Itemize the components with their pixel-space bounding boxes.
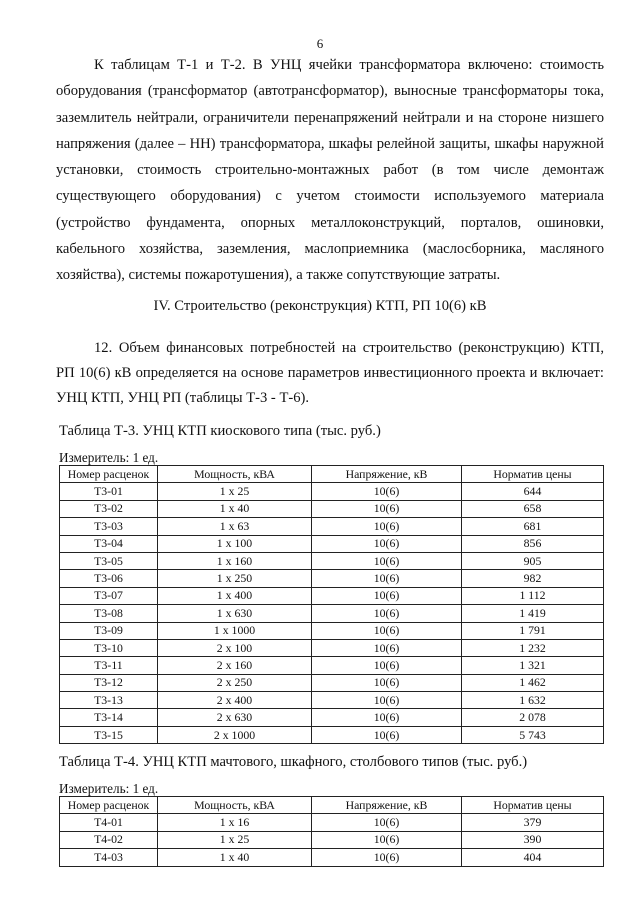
table-row (60, 518, 604, 535)
table-cell: 1 x 40 (158, 849, 312, 866)
section-heading: IV. Строительство (реконструкция) КТП, РП 10(6) кВ (153, 298, 487, 314)
table-cell: 1 x 16 (158, 814, 312, 831)
table-row (60, 831, 604, 848)
table-cell: Т4-03 (60, 849, 158, 866)
table-cell: 1 791 (462, 622, 604, 639)
table-cell: 1 x 100 (158, 535, 312, 552)
table-cell: 10(6) (312, 849, 462, 866)
table-cell: 10(6) (312, 709, 462, 726)
table-row (60, 709, 604, 726)
table-cell: 982 (462, 570, 604, 587)
table-cell: 10(6) (312, 535, 462, 552)
table-t3-measure: Измеритель: 1 ед. (59, 450, 159, 465)
table-cell: 1 x 400 (158, 587, 312, 604)
table-cell: Т3-09 (60, 622, 158, 639)
table-row (60, 639, 604, 656)
header-cell: Норматив цены (462, 797, 604, 814)
table-cell: Т3-12 (60, 674, 158, 691)
table-row (60, 692, 604, 709)
table-cell: 2 x 400 (158, 692, 312, 709)
table-row (60, 535, 604, 552)
table-cell: 10(6) (312, 518, 462, 535)
table-t4-body (60, 814, 604, 866)
table-cell: Т4-02 (60, 831, 158, 848)
table-cell: Т3-10 (60, 639, 158, 656)
table-cell: 10(6) (312, 570, 462, 587)
table-cell: 1 x 1000 (158, 622, 312, 639)
table-cell: Т3-14 (60, 709, 158, 726)
table-cell: 2 x 100 (158, 639, 312, 656)
table-row (60, 605, 604, 622)
table-cell: 905 (462, 552, 604, 569)
table-t3 (59, 465, 604, 744)
header-cell: Мощность, кВА (158, 466, 312, 483)
table-row (60, 726, 604, 743)
header-cell: Напряжение, кВ (312, 797, 462, 814)
header-cell: Напряжение, кВ (312, 466, 462, 483)
table-cell: 2 x 630 (158, 709, 312, 726)
table-cell: 10(6) (312, 726, 462, 743)
table-cell: Т3-06 (60, 570, 158, 587)
table-cell: 10(6) (312, 622, 462, 639)
table-cell: 379 (462, 814, 604, 831)
table-row (60, 849, 604, 866)
table-row (60, 500, 604, 517)
table-cell: 390 (462, 831, 604, 848)
table-cell: 10(6) (312, 500, 462, 517)
intro-paragraph: К таблицам Т-1 и Т-2. В УНЦ ячейки трансформатора включено: стоимость оборудования (трансформатор (автотрансформатор), выносные трансформаторы тока, заземлитель нейтрали, ограничители перенапряжений нейтрали и на стороне низшего напряжения (далее – НН) трансформатора, шкафы релейной защиты, шкафы наружной установки, стоимость строительно-монтажных работ (в том числе демонтаж существующего оборудования) с учетом стоимости используемого материала (устройство фундамента, опорных металлоконструкций, порталов, ошиновки, кабельного хозяйства, заземления, маслоприемника (маслосборника, масляного хозяйства), системы пожаротушения), а также сопутствующие затраты. (56, 57, 604, 284)
header-cell: Номер расценок (60, 466, 158, 483)
table-cell: 856 (462, 535, 604, 552)
table-cell: 1 419 (462, 605, 604, 622)
table-cell: 10(6) (312, 831, 462, 848)
table-cell: 1 462 (462, 674, 604, 691)
table-cell: 2 x 250 (158, 674, 312, 691)
paragraph-12: 12. Объем финансовых потребностей на строительство (реконструкцию) КТП, РП 10(6) кВ определяется на основе параметров инвестиционного проекта и включает: УНЦ КТП, УНЦ РП (таблицы Т-3 - Т-6). (56, 340, 604, 406)
table-row (60, 814, 604, 831)
table-cell: 2 x 160 (158, 657, 312, 674)
table-cell: 2 x 1000 (158, 726, 312, 743)
table-header-row (60, 797, 604, 814)
table-cell: Т3-05 (60, 552, 158, 569)
header-cell: Номер расценок (60, 797, 158, 814)
table-cell: Т4-01 (60, 814, 158, 831)
table-cell: 1 x 160 (158, 552, 312, 569)
table-cell: Т3-07 (60, 587, 158, 604)
table-cell: 1 x 25 (158, 483, 312, 500)
table-t4-measure: Измеритель: 1 ед. (59, 781, 159, 796)
table-cell: 404 (462, 849, 604, 866)
table-cell: Т3-11 (60, 657, 158, 674)
table-row (60, 570, 604, 587)
table-cell: 1 232 (462, 639, 604, 656)
header-cell: Мощность, кВА (158, 797, 312, 814)
table-row (60, 657, 604, 674)
table-t3-caption: Таблица Т-3. УНЦ КТП киоскового типа (тыс. руб.) (59, 423, 381, 439)
table-cell: 10(6) (312, 483, 462, 500)
table-cell: Т3-15 (60, 726, 158, 743)
table-cell: Т3-01 (60, 483, 158, 500)
table-cell: 10(6) (312, 674, 462, 691)
table-cell: 644 (462, 483, 604, 500)
table-t3-body (60, 483, 604, 744)
table-cell: Т3-13 (60, 692, 158, 709)
table-t4-caption: Таблица Т-4. УНЦ КТП мачтового, шкафного, столбового типов (тыс. руб.) (59, 754, 528, 770)
table-cell: 10(6) (312, 657, 462, 674)
table-cell: 1 x 25 (158, 831, 312, 848)
page-number: 6 (316, 36, 324, 51)
table-cell: 2 078 (462, 709, 604, 726)
table-cell: Т3-02 (60, 500, 158, 517)
table-cell: 10(6) (312, 639, 462, 656)
table-cell: 1 112 (462, 587, 604, 604)
table-cell: 658 (462, 500, 604, 517)
table-cell: Т3-08 (60, 605, 158, 622)
table-cell: 1 321 (462, 657, 604, 674)
table-cell: Т3-04 (60, 535, 158, 552)
table-cell: 10(6) (312, 552, 462, 569)
header-cell: Норматив цены (462, 466, 604, 483)
table-cell: 1 x 250 (158, 570, 312, 587)
table-cell: 681 (462, 518, 604, 535)
table-row (60, 587, 604, 604)
table-cell: 10(6) (312, 605, 462, 622)
table-cell: Т3-03 (60, 518, 158, 535)
table-cell: 1 x 63 (158, 518, 312, 535)
table-row (60, 674, 604, 691)
table-cell: 1 x 40 (158, 500, 312, 517)
table-cell: 5 743 (462, 726, 604, 743)
table-header-row (60, 466, 604, 483)
table-cell: 10(6) (312, 692, 462, 709)
table-cell: 10(6) (312, 587, 462, 604)
table-t4 (59, 796, 604, 867)
table-row (60, 483, 604, 500)
table-cell: 1 x 630 (158, 605, 312, 622)
table-cell: 1 632 (462, 692, 604, 709)
table-cell: 10(6) (312, 814, 462, 831)
table-row (60, 552, 604, 569)
table-row (60, 622, 604, 639)
